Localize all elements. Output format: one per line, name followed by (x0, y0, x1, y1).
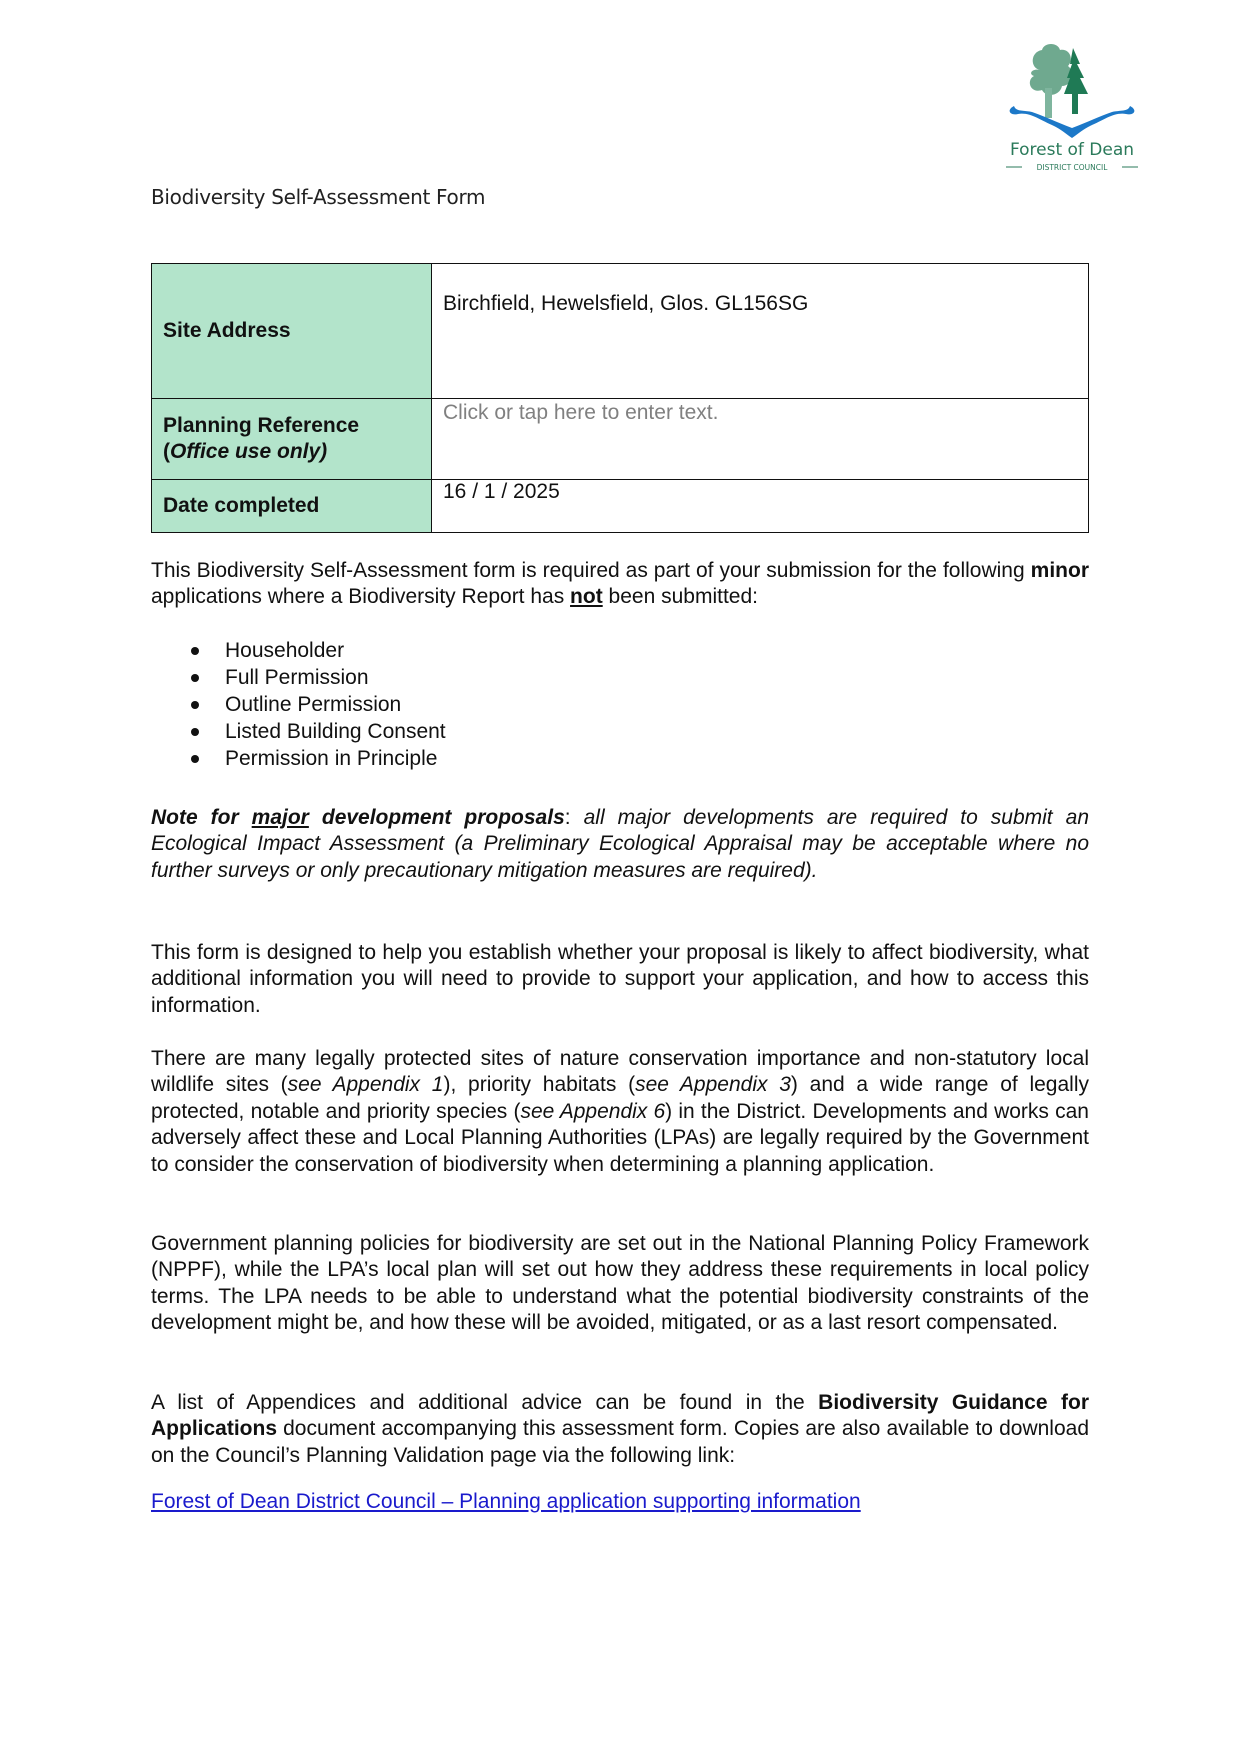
list-item: Permission in Principle (151, 745, 446, 772)
bullet-icon (191, 728, 199, 736)
site-address-label: Site Address (152, 264, 432, 399)
intro-paragraph: This Biodiversity Self-Assessment form is required as part of your submission for the following minor applications where a Biodiversity Report has not been submitted: (151, 559, 1089, 609)
bullet-icon (191, 701, 199, 709)
major-development-note: Note for major development proposals: all major developments are required to submit an Ecological Impact Assessment (a Preliminary Ecological Appraisal may be acceptable where no further surveys or only precautionary mitigation measures are required). (151, 806, 1089, 882)
application-types-list (151, 637, 446, 772)
list-item: Listed Building Consent (151, 718, 446, 745)
policy-paragraph: Government planning policies for biodiversity are set out in the National Planning Policy Framework (NPPF), while the LPA’s local plan will set out how they address these requirements in local policy terms. The LPA needs to be able to understand what the potential biodiversity constraints of the development might be, and how these will be avoided, mitigated, or as a last resort compensated. (151, 1232, 1089, 1335)
list-item: Outline Permission (151, 691, 446, 718)
bullet-icon (191, 647, 199, 655)
list-item: Full Permission (151, 664, 446, 691)
table-row-planning-reference (152, 399, 1089, 480)
planning-supporting-info-link[interactable]: Forest of Dean District Council – Planning application supporting information (151, 1490, 861, 1513)
svg-text:DISTRICT COUNCIL: DISTRICT COUNCIL (1036, 163, 1108, 172)
bullet-icon (191, 674, 199, 682)
table-row-site-address (152, 264, 1089, 399)
site-info-table (151, 263, 1089, 533)
purpose-paragraph: This form is designed to help you establish whether your proposal is likely to affect biodiversity, what additional information you will need to provide to support your application, and how to access this information. (151, 941, 1089, 1017)
protected-sites-paragraph: There are many legally protected sites of nature conservation importance and non-statutory local wildlife sites (see Appendix 1), priority habitats (see Appendix 3) and a wide range of legally protected, notable and priority species (see Appendix 6) in the District. Developments and works can adversely affect these and Local Planning Authorities (LPAs) are legally required by the Government to consider the conservation of biodiversity when determining a planning application. (151, 1047, 1089, 1176)
appendices-paragraph: A list of Appendices and additional advice can be found in the Biodiversity Guidance for Applications document accompanying this assessment form. Copies are also available to download on the Council’s Planning Validation page via the following link: (151, 1391, 1089, 1467)
bullet-icon (191, 755, 199, 763)
planning-reference-label: Planning Reference (Office use only) (152, 399, 432, 480)
tree-river-logo-icon (1000, 40, 1145, 172)
site-address-field[interactable]: Birchfield, Hewelsfield, Glos. GL156SG (432, 264, 1089, 399)
date-completed-label: Date completed (152, 480, 432, 533)
table-row-date-completed (152, 480, 1089, 533)
svg-text:Forest of Dean: Forest of Dean (1009, 140, 1135, 160)
document-title: Biodiversity Self-Assessment Form (151, 185, 486, 209)
council-logo (1000, 40, 1145, 172)
date-completed-field[interactable]: 16 / 1 / 2025 (432, 480, 1089, 533)
list-item: Householder (151, 637, 446, 664)
planning-reference-field[interactable]: Click or tap here to enter text. (432, 399, 1089, 480)
